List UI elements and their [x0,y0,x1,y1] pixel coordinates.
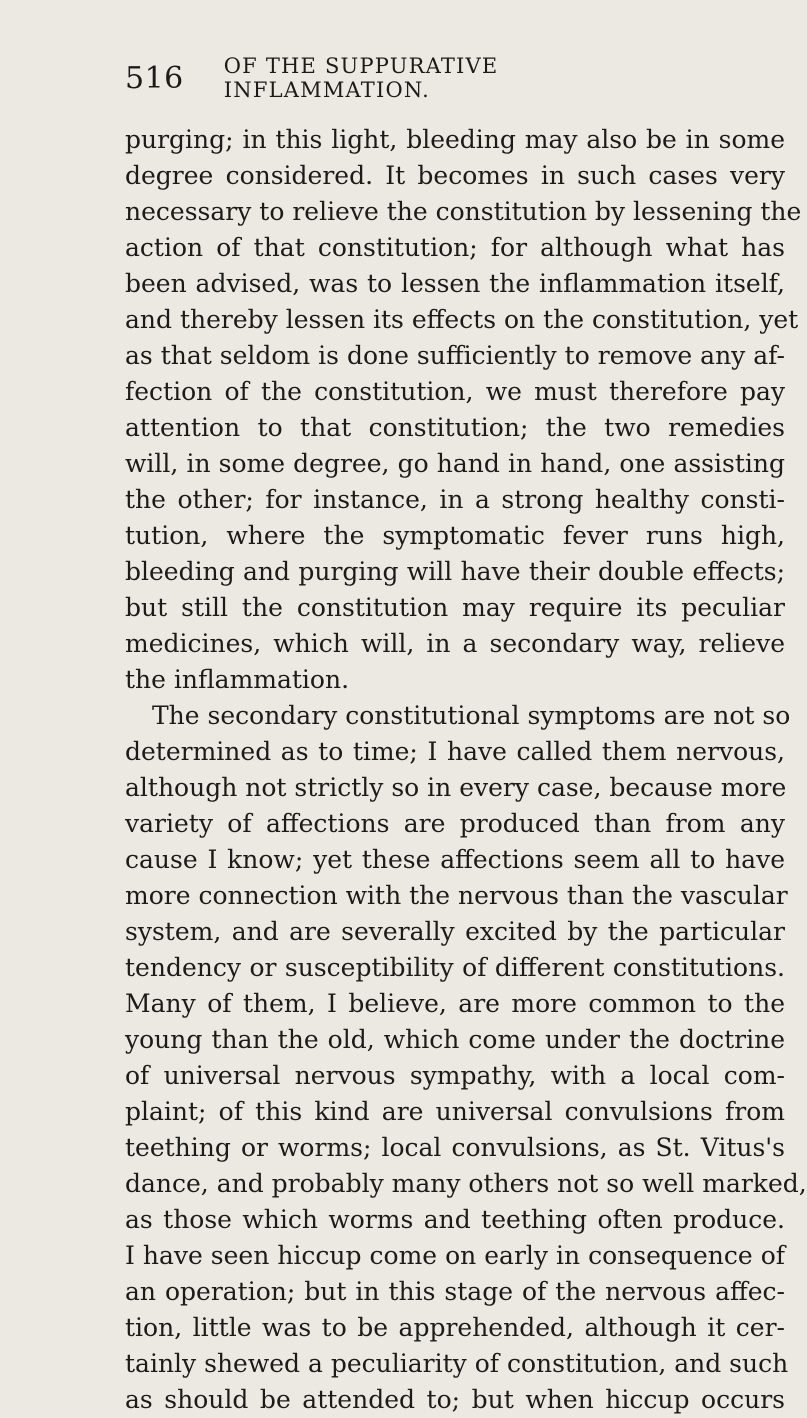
page-header [125,54,680,102]
body-text [125,122,807,1418]
text-line: The secondary constitutional symptoms are not so [152,701,791,730]
text-line: teething or worms; local convulsions, as St. Vitus's [125,1133,785,1162]
text-line: necessary to relieve the constitution by lessening the [125,197,802,226]
text-line: medicines, which will, in a secondary way, relieve [125,629,785,658]
text-line: and thereby lessen its effects on the constitution, yet [125,305,799,334]
text-line: bleeding and purging will have their double effects; [125,557,785,586]
text-line: degree considered. It becomes in such cases very [125,161,785,190]
running-title: OF THE SUPPURATIVE INFLAMMATION. [223,54,499,102]
text-line: Many of them, I believe, are more common to the [125,989,785,1018]
text-line: determined as to time; I have called them nervous, [125,737,785,766]
text-line: system, and are severally excited by the particular [125,917,785,946]
text-line: tution, where the symptomatic fever runs high, [125,521,785,550]
text-line: as that seldom is done sufficiently to remove any af- [125,341,785,370]
text-line: dance, and probably many others not so well marked, [125,1169,807,1198]
text-line: tainly shewed a peculiarity of constitution, and such [125,1349,789,1378]
text-line: action of that constitution; for although what has [125,233,785,262]
text-line: fection of the constitution, we must therefore pay [125,377,785,406]
text-line: been advised, was to lessen the inflammation itself, [125,269,785,298]
text-line: attention to that constitution; the two remedies [125,413,785,442]
text-line: as those which worms and teething often produce. [125,1205,785,1234]
text-line: the inflammation. [125,665,350,694]
text-line: young than the old, which come under the doctrine [125,1025,785,1054]
text-line: as should be attended to; but when hiccup occurs [125,1385,785,1414]
text-line: tion, little was to be apprehended, although it cer- [125,1313,785,1342]
text-line: will, in some degree, go hand in hand, one assisting [125,449,785,478]
text-line: purging; in this light, bleeding may also be in some [125,125,785,154]
page-number: 516 [125,60,184,96]
text-line: but still the constitution may require its peculiar [125,593,785,622]
text-line: plaint; of this kind are universal convulsions from [125,1097,785,1126]
text-line: cause I know; yet these affections seem all to have [125,845,785,874]
text-line: more connection with the nervous than the vascular [125,881,788,910]
text-line: of universal nervous sympathy, with a local com- [125,1061,785,1090]
text-line: the other; for instance, in a strong healthy consti- [125,485,785,514]
text-line: an operation; but in this stage of the nervous affec- [125,1277,785,1306]
text-line: variety of affections are produced than from any [125,809,785,838]
text-line: I have seen hiccup come on early in consequence of [125,1241,785,1270]
text-line: although not strictly so in every case, because more [125,773,787,802]
text-line: tendency or susceptibility of different constitutions. [125,953,785,982]
